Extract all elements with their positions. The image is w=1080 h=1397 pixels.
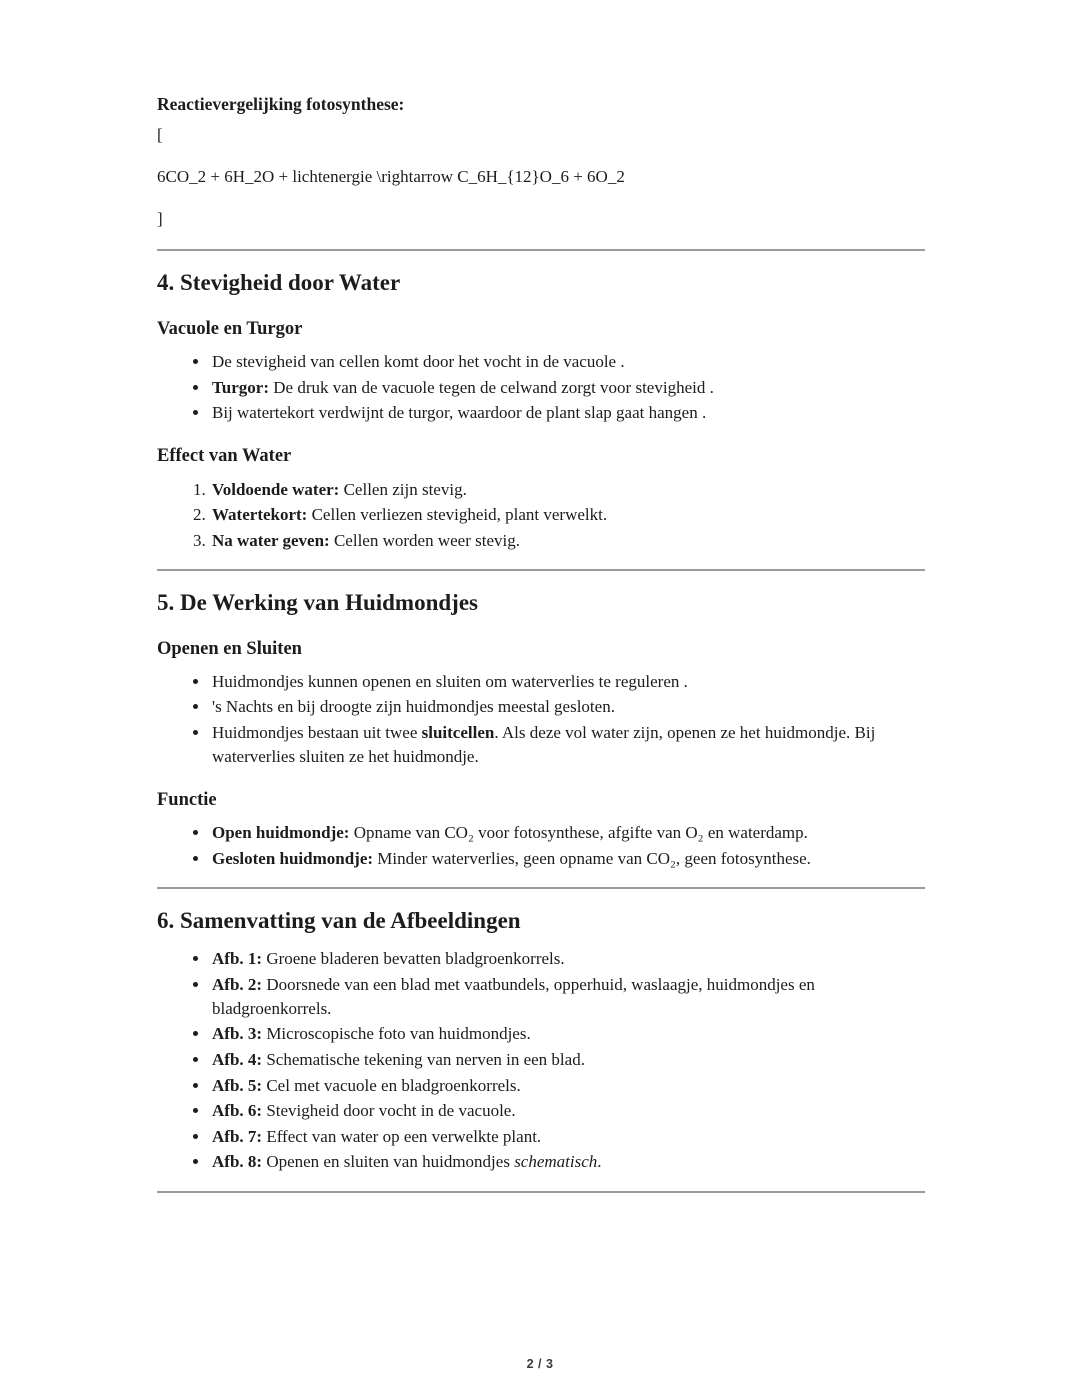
bullet-list [157, 821, 925, 871]
list-item [210, 1125, 925, 1149]
formula-line: 6CO_2 + 6H_2O + lichtenergie \rightarrow C_6H_{12}O_6 + 6O_2 [157, 166, 625, 186]
list-item [210, 973, 925, 1021]
list-item [210, 695, 925, 719]
text-run: Afb. 7: [212, 1126, 263, 1146]
bullet-list [157, 947, 925, 1175]
list-item [210, 401, 925, 425]
text-run: Afb. 6: [212, 1101, 263, 1121]
formula-line: ] [157, 209, 163, 229]
text-run: Groene bladeren bevatten bladgroenkorrels. [262, 948, 565, 968]
text-run: Afb. 5: [212, 1075, 263, 1095]
text-run: Cellen verliezen stevigheid, plant verwelkt. [307, 505, 608, 525]
text-run: Opname van CO₂ voor fotosynthese, afgifte van O₂ en waterdamp. [349, 823, 808, 843]
subsection-heading: Openen en Sluiten [157, 638, 302, 659]
text-run: Bij watertekort verdwijnt de turgor, waardoor de plant slap gaat hangen . [212, 403, 707, 423]
subsection-heading: Effect van Water [157, 446, 292, 467]
text-run: De stevigheid van cellen komt door het vocht in de vacuole . [212, 352, 625, 372]
list-item [210, 947, 925, 971]
text-run: Afb. 4: [212, 1049, 263, 1069]
text-run: Microscopische foto van huidmondjes. [262, 1024, 531, 1044]
list-item [210, 847, 925, 871]
text-run: Watertekort: [212, 505, 308, 525]
text-run: Na water geven: [212, 530, 330, 550]
text-run: . Als deze vol water zijn, openen ze het huidmondje. Bij waterverlies sluiten ze het huidmondje. [212, 723, 876, 767]
text-run: Cellen worden weer stevig. [329, 530, 520, 550]
list-item [210, 721, 925, 769]
text-run: Effect van water op een verwelkte plant. [262, 1126, 542, 1146]
text-run: Afb. 3: [212, 1024, 263, 1044]
formula-title: Reactievergelijking fotosynthese: [157, 94, 405, 114]
text-run: Afb. 1: [212, 948, 263, 968]
list-item [210, 670, 925, 694]
text-run: Gesloten huidmondje: [212, 849, 374, 869]
text-run: Schematische tekening van nerven in een blad. [262, 1049, 585, 1069]
section-divider [157, 249, 925, 251]
text-run: 's Nachts en bij droogte zijn huidmondjes meestal gesloten. [212, 697, 615, 717]
text-run: De druk van de vacuole tegen de celwand zorgt voor stevigheid . [269, 377, 714, 397]
list-item [210, 478, 925, 502]
list-item [210, 1048, 925, 1072]
text-run: Cellen zijn stevig. [339, 479, 467, 499]
text-run: sluitcellen [421, 723, 495, 743]
list-item [210, 350, 925, 374]
list-item [210, 529, 925, 553]
list-item [210, 1150, 925, 1174]
page-number: 2 / 3 [526, 1357, 554, 1371]
text-run: Cel met vacuole en bladgroenkorrels. [262, 1075, 521, 1095]
text-run: Huidmondjes bestaan uit twee [212, 723, 422, 743]
list-item [210, 1022, 925, 1046]
section-divider [157, 1191, 925, 1193]
list-item [210, 376, 925, 400]
text-run: Afb. 8: [212, 1152, 263, 1172]
section-heading: 5. De Werking van Huidmondjes [157, 589, 478, 615]
subsection-heading: Vacuole en Turgor [157, 318, 303, 339]
text-run: Huidmondjes kunnen openen en sluiten om waterverlies te reguleren . [212, 671, 688, 691]
text-run: Doorsnede van een blad met vaatbundels, opperhuid, waslaagje, huidmondjes en bladgroenkorrels. [212, 974, 815, 1018]
bullet-list [157, 670, 925, 770]
section-divider [157, 569, 925, 571]
numbered-list [157, 478, 925, 553]
formula-line: [ [157, 124, 163, 144]
list-item [210, 1074, 925, 1098]
bullet-list [157, 350, 925, 425]
text-run: Turgor: [212, 377, 269, 397]
text-run: Afb. 2: [212, 974, 263, 994]
text-run: Open huidmondje: [212, 823, 350, 843]
text-run: Minder waterverlies, geen opname van CO₂, geen fotosynthese. [373, 849, 811, 869]
text-run: Stevigheid door vocht in de vacuole. [262, 1101, 516, 1121]
list-item [210, 503, 925, 527]
text-run: Voldoende water: [212, 479, 340, 499]
section-heading: 6. Samenvatting van de Afbeeldingen [157, 908, 521, 934]
section-heading: 4. Stevigheid door Water [157, 270, 401, 296]
subsection-heading: Functie [157, 790, 217, 811]
document-content [157, 92, 925, 1193]
text-run: . [597, 1152, 602, 1172]
text-run: Openen en sluiten van huidmondjes [262, 1152, 515, 1172]
list-item [210, 821, 925, 845]
text-run: schematisch [514, 1152, 598, 1172]
section-divider [157, 887, 925, 889]
list-item [210, 1099, 925, 1123]
